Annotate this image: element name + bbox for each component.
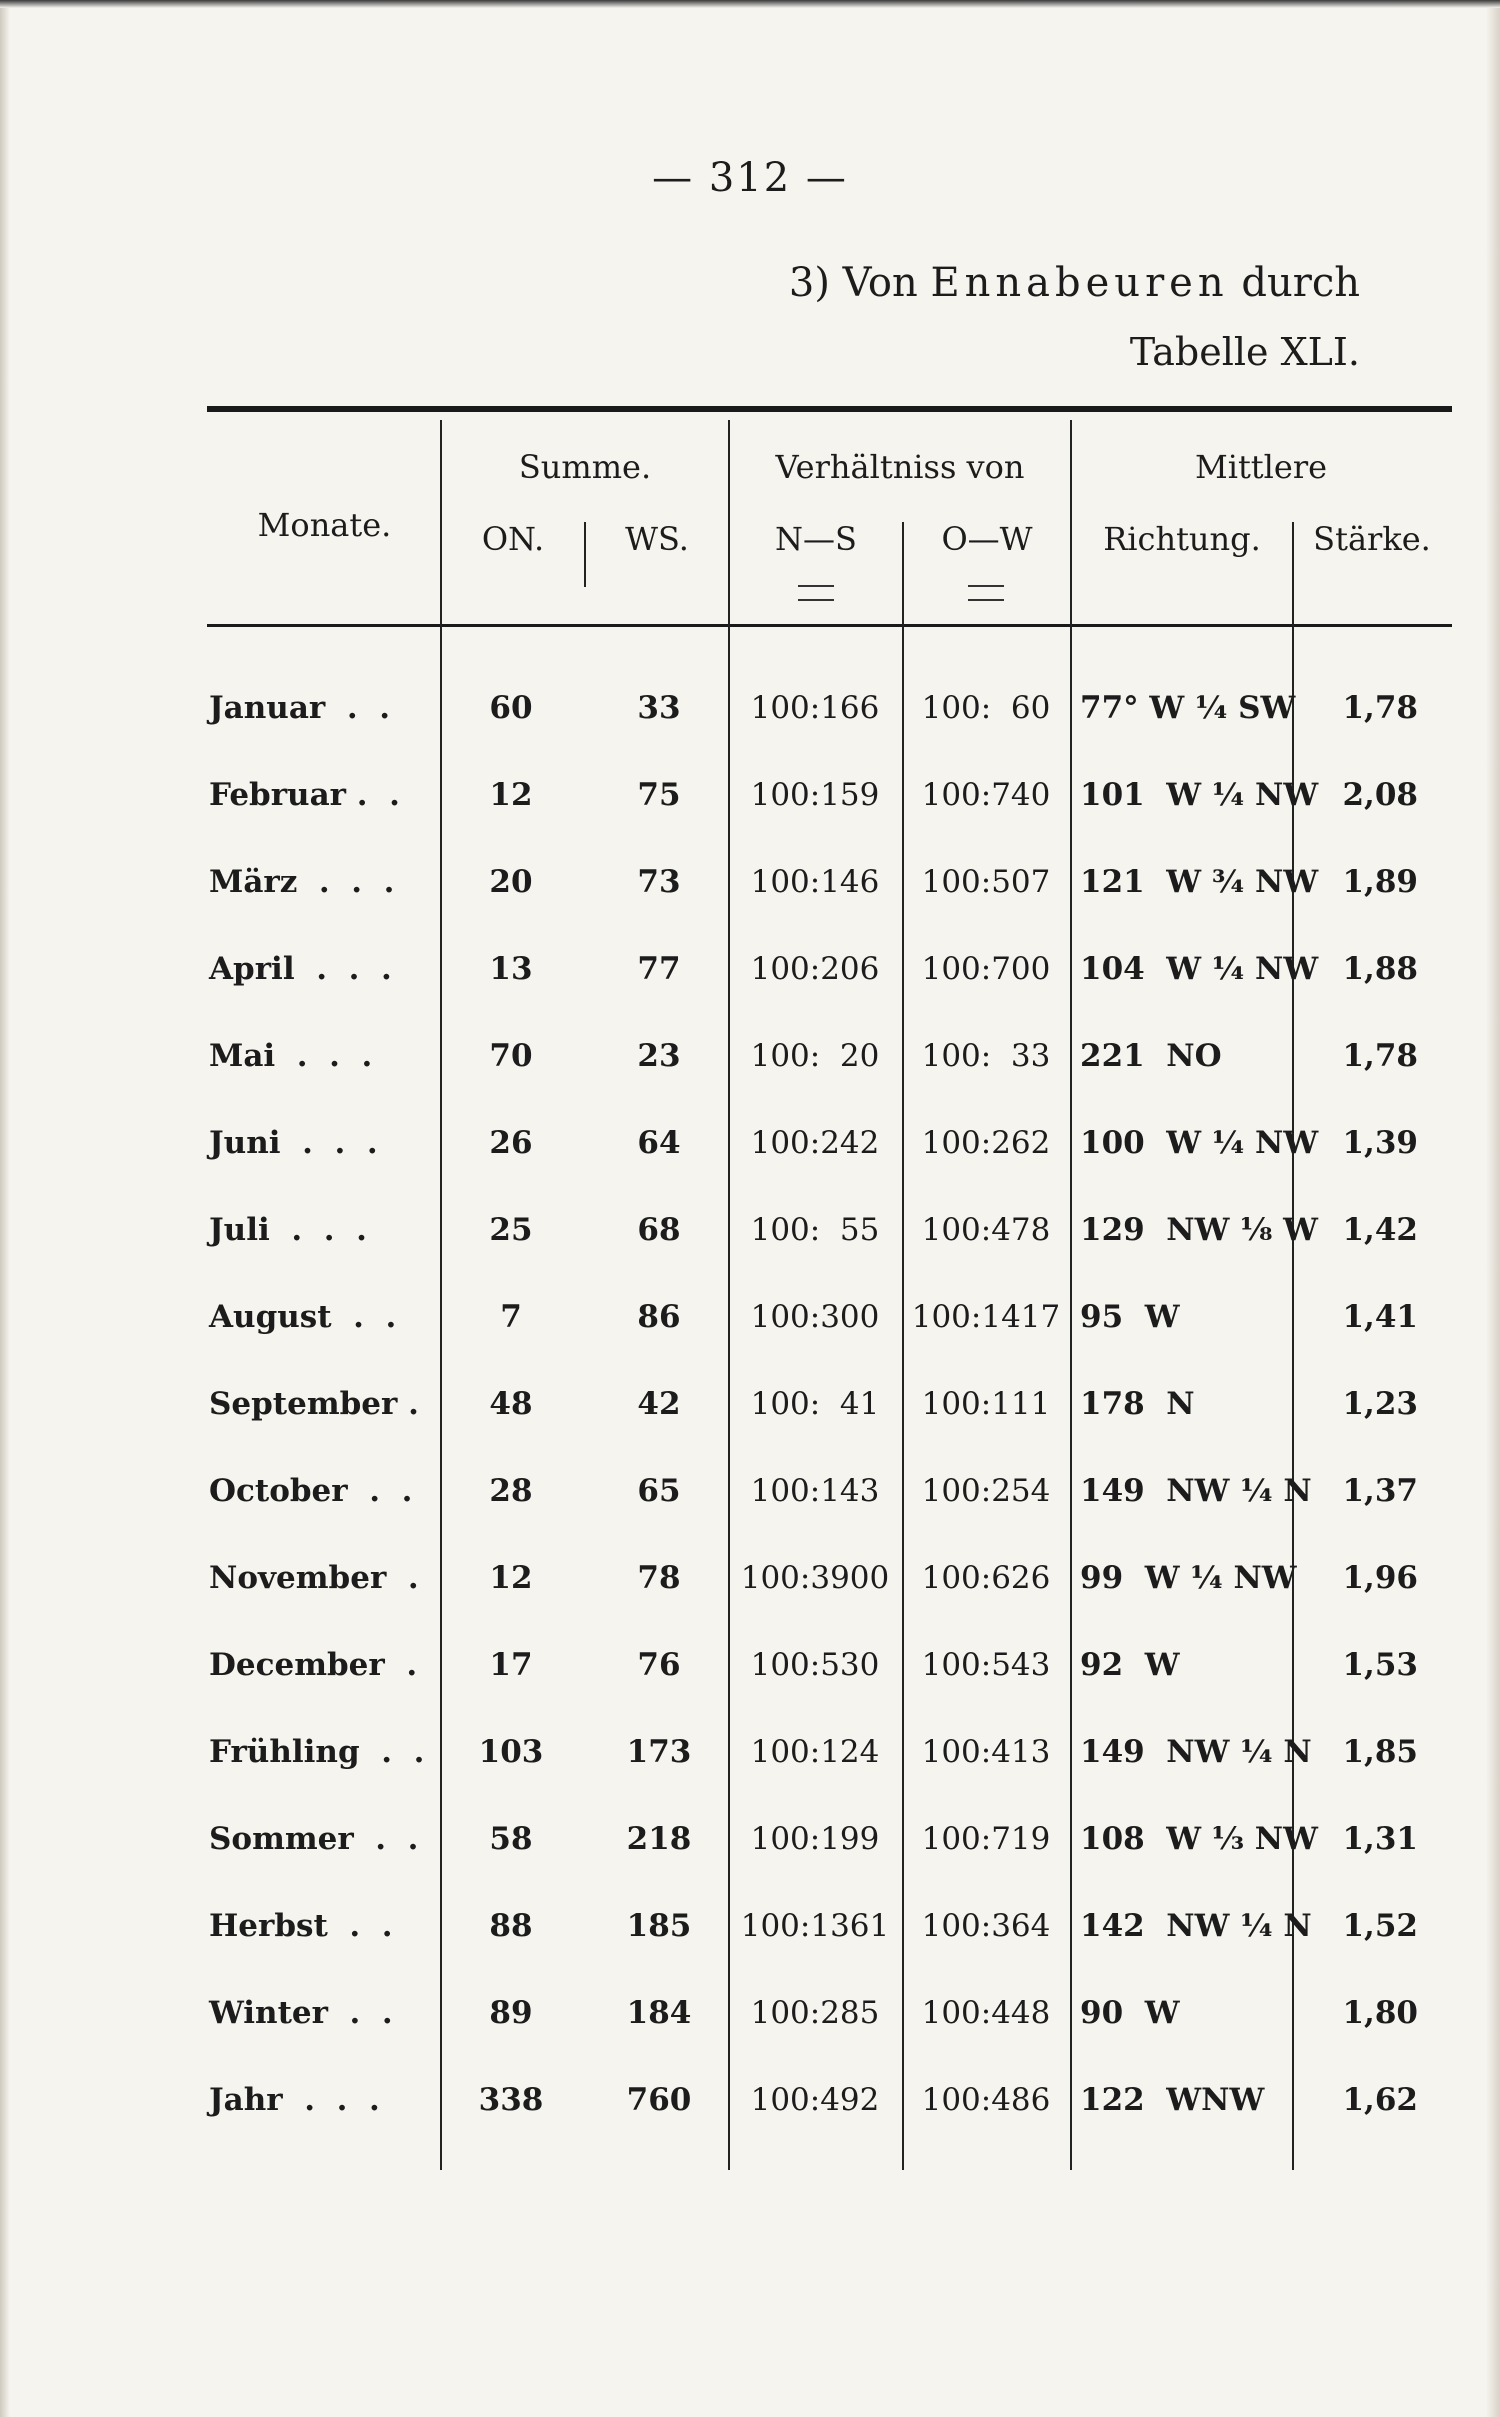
section-number: 3) xyxy=(788,260,830,306)
cell-ow: 100:700 xyxy=(921,951,1051,987)
table-row xyxy=(0,1722,1500,1782)
cell-strength: 1,39 xyxy=(1342,1125,1418,1161)
header-richtung: Richtung. xyxy=(1103,520,1261,558)
section-text-place: Ennabeuren xyxy=(930,260,1229,306)
cell-ow: 100:111 xyxy=(921,1386,1051,1422)
cell-month: Januar . . xyxy=(209,690,391,726)
cell-ws: 184 xyxy=(626,1995,692,2031)
section-title xyxy=(789,260,1360,306)
cell-ws: 86 xyxy=(637,1299,681,1335)
cell-ns: 100:285 xyxy=(750,1995,880,2031)
cell-direction: 101 W ¼ NW xyxy=(1080,777,1319,813)
cell-month: September . xyxy=(209,1386,419,1422)
cell-ns: 100: 55 xyxy=(750,1212,880,1248)
header-ns: N—S xyxy=(775,520,857,558)
cell-direction: 142 NW ¼ N xyxy=(1080,1908,1312,1944)
cell-ws: 33 xyxy=(637,690,681,726)
cell-month: Winter . . xyxy=(209,1995,393,2031)
table-row xyxy=(0,1026,1500,1086)
header-on: ON. xyxy=(481,520,545,558)
cell-direction: 95 W xyxy=(1080,1299,1180,1335)
cell-month: December . xyxy=(209,1647,418,1683)
cell-on: 13 xyxy=(489,951,533,987)
cell-month: Jahr . . . xyxy=(209,2082,380,2118)
cell-on: 88 xyxy=(489,1908,533,1944)
cell-ow: 100: 33 xyxy=(921,1038,1051,1074)
cell-on: 89 xyxy=(489,1995,533,2031)
cell-ns: 100: 20 xyxy=(750,1038,880,1074)
table-row xyxy=(0,1809,1500,1869)
cell-direction: 122 WNW xyxy=(1080,2082,1265,2118)
cell-month: Mai . . . xyxy=(209,1038,373,1074)
cell-ns: 100:159 xyxy=(750,777,880,813)
table-row xyxy=(0,765,1500,825)
header-ow: O—W xyxy=(941,520,1033,558)
table-row xyxy=(0,1461,1500,1521)
table-row xyxy=(0,1548,1500,1608)
cell-ow: 100:719 xyxy=(921,1821,1051,1857)
table-header-rule xyxy=(207,624,1452,627)
cell-direction: 108 W ⅓ NW xyxy=(1080,1821,1318,1857)
cell-strength: 1,31 xyxy=(1342,1821,1418,1857)
cell-ow: 100:413 xyxy=(921,1734,1051,1770)
cell-direction: 99 W ¼ NW xyxy=(1080,1560,1297,1596)
cell-direction: 149 NW ¼ N xyxy=(1080,1734,1312,1770)
cell-ws: 77 xyxy=(637,951,681,987)
cell-strength: 2,08 xyxy=(1342,777,1418,813)
cell-on: 20 xyxy=(489,864,533,900)
cell-on: 338 xyxy=(478,2082,544,2118)
table-row xyxy=(0,678,1500,738)
cell-ow: 100:254 xyxy=(921,1473,1051,1509)
cell-on: 60 xyxy=(489,690,533,726)
cell-strength: 1,80 xyxy=(1342,1995,1418,2031)
table-row xyxy=(0,1896,1500,1956)
cell-strength: 1,52 xyxy=(1342,1908,1418,1944)
cell-ow: 100:543 xyxy=(921,1647,1051,1683)
cell-direction: 221 NO xyxy=(1080,1038,1222,1074)
cell-ns: 100:146 xyxy=(750,864,880,900)
cell-ws: 75 xyxy=(637,777,681,813)
cell-direction: 77° W ¼ SW xyxy=(1080,690,1296,726)
cell-ws: 64 xyxy=(637,1125,681,1161)
cell-ns: 100:206 xyxy=(750,951,880,987)
cell-ow: 100:486 xyxy=(921,2082,1051,2118)
cell-ow: 100:626 xyxy=(921,1560,1051,1596)
cell-ws: 173 xyxy=(626,1734,692,1770)
table-top-rule xyxy=(207,406,1452,412)
cell-ws: 65 xyxy=(637,1473,681,1509)
cell-month: Frühling . . xyxy=(209,1734,425,1770)
section-text-plain: Von xyxy=(842,260,918,306)
cell-ow: 100:448 xyxy=(921,1995,1051,2031)
cell-ws: 42 xyxy=(637,1386,681,1422)
table-row xyxy=(0,939,1500,999)
cell-ns: 100:199 xyxy=(750,1821,880,1857)
header-mittlere: Mittlere xyxy=(1194,448,1328,486)
page-edge-top xyxy=(0,0,1500,8)
cell-strength: 1,37 xyxy=(1342,1473,1418,1509)
cell-ws: 78 xyxy=(637,1560,681,1596)
cell-on: 17 xyxy=(489,1647,533,1683)
cell-on: 25 xyxy=(489,1212,533,1248)
table-caption: Tabelle XLI. xyxy=(1129,330,1360,374)
cell-on: 26 xyxy=(489,1125,533,1161)
cell-strength: 1,88 xyxy=(1342,951,1418,987)
cell-ns: 100:124 xyxy=(750,1734,880,1770)
cell-month: Februar . . xyxy=(209,777,400,813)
ow-equals-mark xyxy=(968,585,1004,601)
table-row xyxy=(0,1200,1500,1260)
cell-ow: 100:478 xyxy=(921,1212,1051,1248)
cell-month: Sommer . . xyxy=(209,1821,419,1857)
cell-on: 58 xyxy=(489,1821,533,1857)
cell-month: Juni . . . xyxy=(209,1125,378,1161)
cell-ns: 100:530 xyxy=(750,1647,880,1683)
table-row xyxy=(0,2070,1500,2130)
header-verhaeltniss: Verhältniss von xyxy=(775,448,1025,486)
cell-ws: 68 xyxy=(637,1212,681,1248)
header-summe: Summe. xyxy=(518,448,652,486)
cell-ow: 100:740 xyxy=(921,777,1051,813)
cell-ns: 100:300 xyxy=(750,1299,880,1335)
cell-ns: 100:3900 xyxy=(740,1560,890,1596)
cell-strength: 1,89 xyxy=(1342,864,1418,900)
cell-direction: 129 NW ⅛ W xyxy=(1080,1212,1318,1248)
cell-ws: 760 xyxy=(626,2082,692,2118)
cell-ns: 100:166 xyxy=(750,690,880,726)
cell-strength: 1,85 xyxy=(1342,1734,1418,1770)
cell-month: October . . xyxy=(209,1473,413,1509)
cell-ws: 185 xyxy=(626,1908,692,1944)
cell-ws: 73 xyxy=(637,864,681,900)
cell-ns: 100: 41 xyxy=(750,1386,880,1422)
table-row xyxy=(0,1374,1500,1434)
cell-ns: 100:492 xyxy=(750,2082,880,2118)
cell-on: 12 xyxy=(489,1560,533,1596)
cell-ns: 100:1361 xyxy=(740,1908,890,1944)
cell-ow: 100:1417 xyxy=(911,1299,1061,1335)
cell-on: 7 xyxy=(500,1299,522,1335)
cell-on: 28 xyxy=(489,1473,533,1509)
cell-direction: 92 W xyxy=(1080,1647,1180,1683)
header-month: Monate. xyxy=(257,506,392,544)
cell-ow: 100:262 xyxy=(921,1125,1051,1161)
table-row xyxy=(0,1983,1500,2043)
cell-ns: 100:143 xyxy=(750,1473,880,1509)
cell-direction: 100 W ¼ NW xyxy=(1080,1125,1319,1161)
cell-strength: 1,62 xyxy=(1342,2082,1418,2118)
cell-strength: 1,78 xyxy=(1342,690,1418,726)
cell-direction: 121 W ¾ NW xyxy=(1080,864,1319,900)
table-row xyxy=(0,852,1500,912)
cell-direction: 149 NW ¼ N xyxy=(1080,1473,1312,1509)
cell-month: Juli . . . xyxy=(209,1212,367,1248)
cell-strength: 1,42 xyxy=(1342,1212,1418,1248)
cell-ow: 100: 60 xyxy=(921,690,1051,726)
cell-ow: 100:364 xyxy=(921,1908,1051,1944)
cell-on: 12 xyxy=(489,777,533,813)
cell-ow: 100:507 xyxy=(921,864,1051,900)
cell-month: November . xyxy=(209,1560,419,1596)
cell-direction: 104 W ¼ NW xyxy=(1080,951,1319,987)
table-row xyxy=(0,1635,1500,1695)
cell-month: März . . . xyxy=(209,864,395,900)
header-staerke: Stärke. xyxy=(1313,520,1431,558)
page-number: — 312 — xyxy=(652,155,848,201)
cell-month: August . . xyxy=(209,1299,397,1335)
cell-month: April . . . xyxy=(209,951,392,987)
cell-ws: 23 xyxy=(637,1038,681,1074)
table-row xyxy=(0,1113,1500,1173)
cell-strength: 1,23 xyxy=(1342,1386,1418,1422)
cell-month: Herbst . . xyxy=(209,1908,393,1944)
cell-direction: 90 W xyxy=(1080,1995,1180,2031)
cell-ws: 76 xyxy=(637,1647,681,1683)
cell-on: 48 xyxy=(489,1386,533,1422)
ns-equals-mark xyxy=(798,585,834,601)
cell-strength: 1,53 xyxy=(1342,1647,1418,1683)
section-text-tail: durch xyxy=(1241,260,1360,306)
cell-on: 70 xyxy=(489,1038,533,1074)
table-row xyxy=(0,1287,1500,1347)
cell-strength: 1,41 xyxy=(1342,1299,1418,1335)
cell-strength: 1,78 xyxy=(1342,1038,1418,1074)
cell-strength: 1,96 xyxy=(1342,1560,1418,1596)
cell-ns: 100:242 xyxy=(750,1125,880,1161)
header-ws: WS. xyxy=(625,520,689,558)
cell-direction: 178 N xyxy=(1080,1386,1195,1422)
cell-ws: 218 xyxy=(626,1821,692,1857)
cell-on: 103 xyxy=(478,1734,544,1770)
